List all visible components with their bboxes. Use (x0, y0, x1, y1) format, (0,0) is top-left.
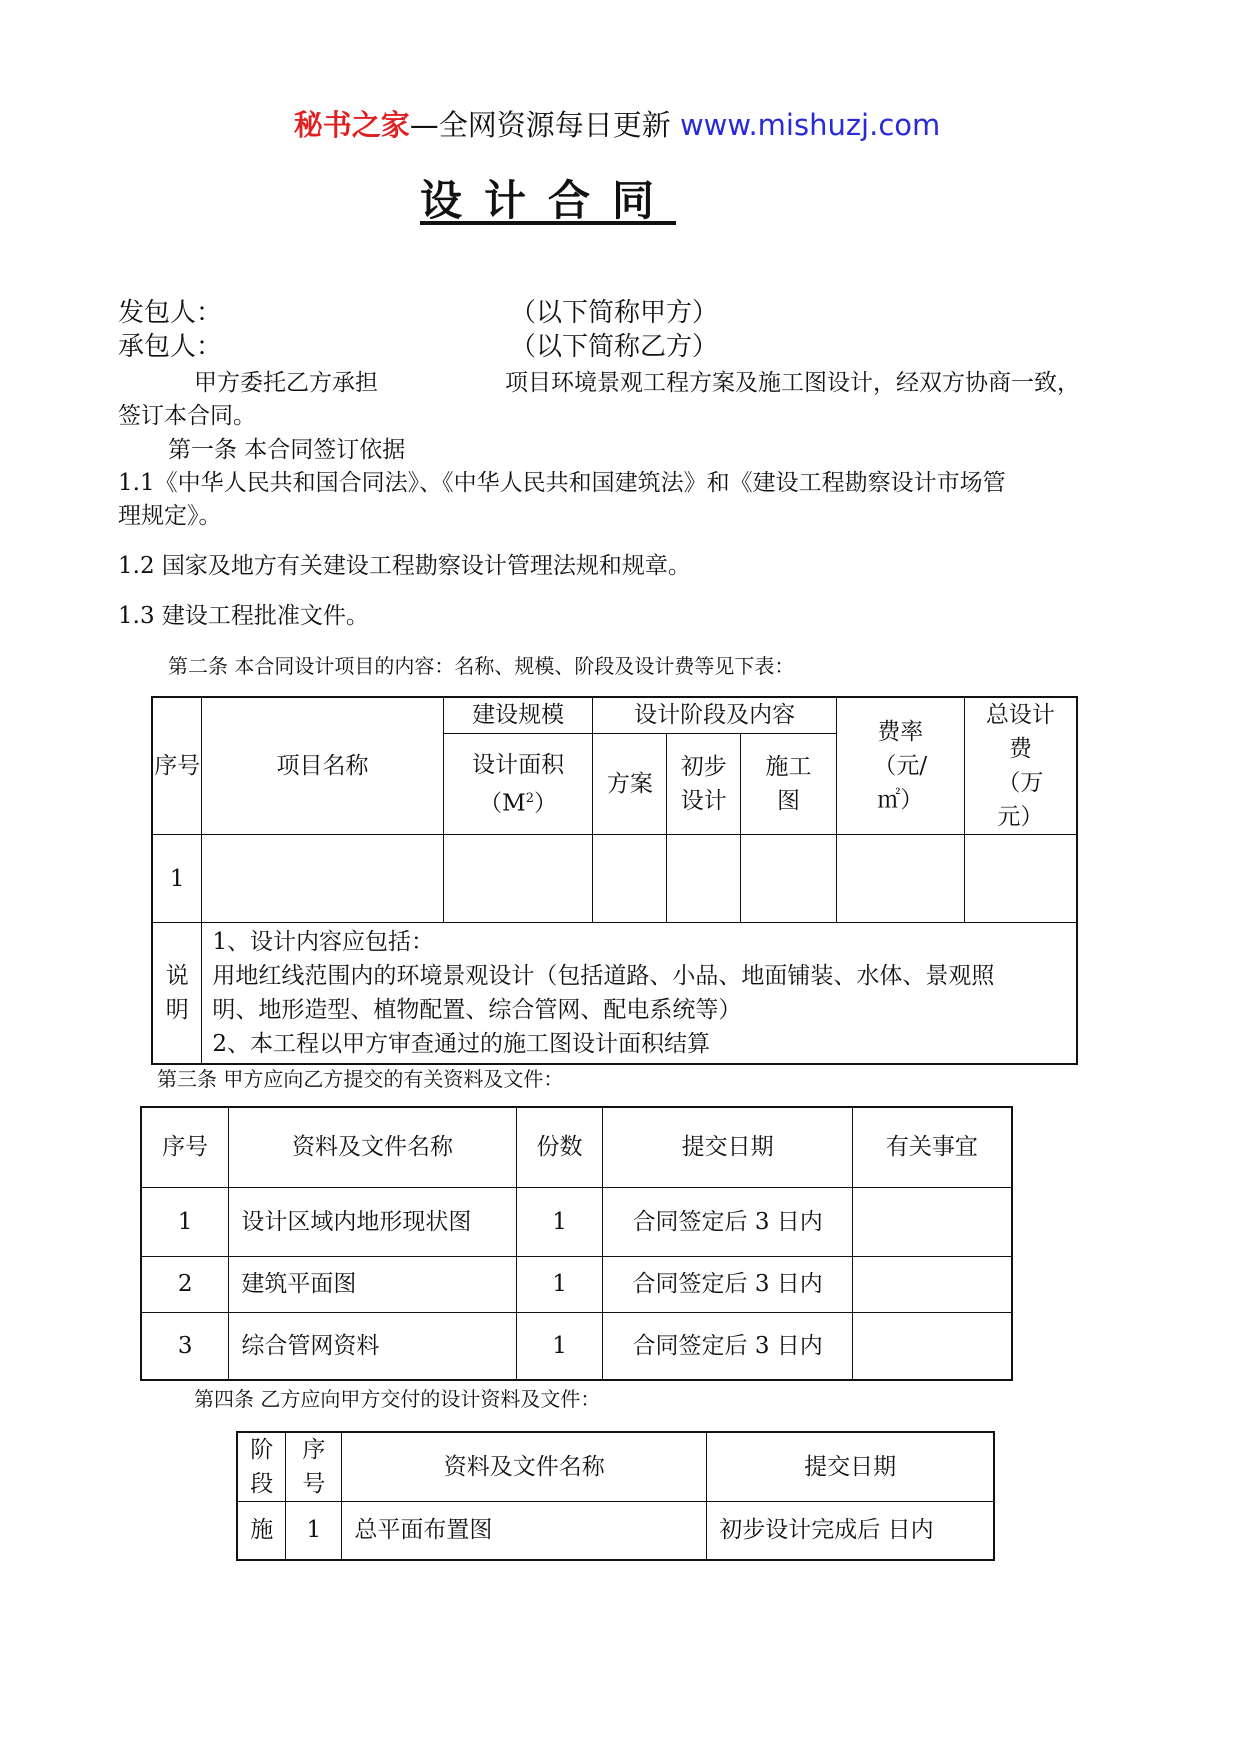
article3-heading: 第三条 甲方应向乙方提交的有关资料及文件： (157, 1067, 564, 1091)
col-scheme-header: 方案 (593, 733, 667, 834)
col-name-header: 项目名称 (202, 697, 443, 835)
party-a-label: 发包人： (118, 298, 223, 328)
article4-heading: 第四条 乙方应向甲方交付的设计资料及文件： (194, 1387, 601, 1411)
article1-item3: 1.3 建设工程批准文件。 (118, 603, 369, 629)
party-b-note: （以下简称乙方） (510, 332, 719, 362)
page-title: 设计合同 (420, 176, 677, 225)
party-a-note: （以下简称甲方） (510, 298, 719, 328)
banner-url[interactable]: www.mishuzj.com (679, 108, 941, 142)
article1-item2: 1.2 国家及地方有关建设工程勘察设计管理法规和规章。 (118, 553, 691, 579)
col-date-header: 提交日期 (707, 1432, 994, 1502)
client-documents-table (140, 1106, 1013, 1381)
intro-line2: 签订本合同。 (118, 403, 256, 429)
table-row: 施 1 总平面布置图 初步设计完成后 日内 (237, 1502, 994, 1560)
note-row (152, 923, 1077, 1065)
col-header: 有关事宜 (852, 1107, 1012, 1187)
article2-heading: 第二条 本合同设计项目的内容：名称、规模、阶段及设计费等见下表： (168, 654, 795, 678)
table-row (152, 835, 1077, 923)
table-row: 3 综合管网资料 1 合同签定后 3 日内 (141, 1312, 1012, 1380)
article1-heading: 第一条 本合同签订依据 (168, 437, 406, 463)
col-header: 份数 (516, 1107, 603, 1187)
col-header: 序号 (141, 1107, 229, 1187)
col-no-header: 序号 (152, 697, 202, 835)
col-scale-header: 建设规模 (443, 697, 593, 733)
banner-brand: 秘书之家 (293, 108, 410, 142)
col-fee-header: 总设计 费 （万 元） (964, 697, 1077, 835)
table-row: 2 建筑平面图 1 合同签定后 3 日内 (141, 1256, 1012, 1312)
col-construct-header: 施工 图 (741, 733, 837, 834)
col-header: 提交日期 (603, 1107, 852, 1187)
col-prelim-header: 初步 设计 (667, 733, 741, 834)
col-rate-header: 费率 （元/ ㎡） (836, 697, 964, 835)
article1-item1-line1: 1.1《中华人民共和国合同法》、《中华人民共和国建筑法》和《建设工程勘察设计市场管 (118, 470, 1006, 496)
col-no-header: 序 号 (286, 1432, 342, 1502)
article1-item1-line2: 理规定》。 (118, 503, 222, 529)
col-stage-header: 设计阶段及内容 (593, 697, 836, 733)
table-row: 1 设计区域内地形现状图 1 合同签定后 3 日内 (141, 1187, 1012, 1256)
col-stage-header: 阶 段 (237, 1432, 286, 1502)
banner-slogan: —全网资源每日更新 (409, 108, 671, 142)
col-name-header: 资料及文件名称 (342, 1432, 707, 1502)
col-header: 资料及文件名称 (229, 1107, 516, 1187)
intro-line1-a: 甲方委托乙方承担 (194, 370, 378, 396)
note-label: 说 明 (152, 923, 202, 1065)
design-scope-table (151, 696, 1078, 1065)
intro-line1-b: 项目环境景观工程方案及施工图设计，经双方协商一致， (505, 370, 1080, 396)
party-b-label: 承包人： (118, 332, 223, 362)
deliverables-table (236, 1431, 995, 1561)
note-content: 1、设计内容应包括： 用地红线范围内的环境景观设计（包括道路、小品、地面铺装、水体、景观照 明、地形造型、植物配置、综合管网、配电系统等） 2、本工程以甲方审查通过的施工图设计面积结算 (202, 923, 1077, 1065)
row1-no: 1 (152, 835, 202, 923)
site-banner (0, 103, 1234, 144)
col-area-header: 设计面积 $(M^2)$ (443, 733, 593, 834)
